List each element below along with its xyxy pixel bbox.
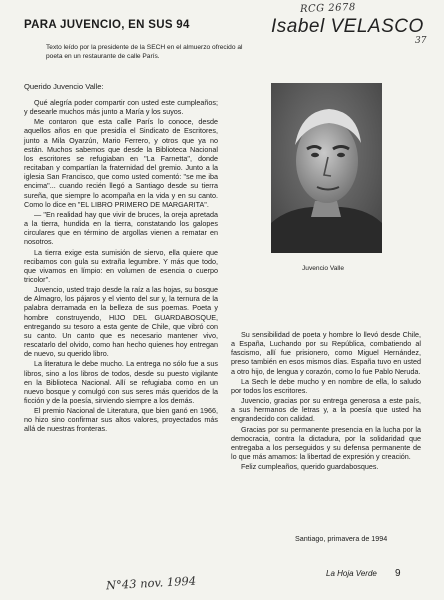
page-number: 9 — [395, 568, 401, 579]
intro-note: Texto leído por la presidente de la SECH en el almuerzo ofrecido al poeta en un restaurante de calle París. — [46, 44, 243, 60]
photo-caption: Juvencio Valle — [302, 265, 345, 272]
archive-call-number: RCG 2678 — [299, 2, 356, 15]
author-name: Isabel VELASCO — [271, 16, 424, 37]
paragraph: La tierra exige esta sumisión de siervo, ella quiere que recibamos con gula su extraña legumbre. Y más que todo, que vivamos en límpio: en volumen de esencia o cuerpo tricolor". — [24, 247, 218, 284]
paragraph: Juvencio, usted trajo desde la raíz a las hojas, su bosque de Almagro, los pájaros y el viento del sur y, la ternura de la palabra derramada en la belleza de sus poemas. Poeta y hombre construyendo, HIJO DEL GUARDABOSQUE, entregando su tesoro a esta gente de Chile, que vibró con su canto. Un canto que es necesario mantener vivo, rescatarlo del olvido, como han hecho quienes hoy entregan de nuevo, su querido libro. — [24, 285, 218, 359]
left-column — [24, 98, 218, 435]
paragraph: Juvencio, gracias por su entrega generosa a este país, a sus hermanos de letras y, a la poesía que usted ha engrandecido con calidad. — [231, 396, 421, 424]
paragraph: Su sensibilidad de poeta y hombre lo llevó desde Chile, a España, Luchando por su República, combatiendo al fascismo, allí fue prisionero, como Miguel Hernández, preso también en esos mismos días. España tuvo en usted a otro hijo, de lengua y corazón, como lo fue Pablo Neruda. — [231, 330, 421, 376]
paragraph: Me contaron que esta calle París lo conoce, desde aquellos años en que presidía el Sindicato de Escritores, junto a Mila Oyarzún, Mario Ferrero, y otros que ya no están. Muchos sabemos que desde la Biblioteca Nacional los escritores se refugiaban en "La Farnetta", donde recitaban y compartían la fraternidad del gremio. Junto a la iglesia San Francisco, que como usted comentó: "se me iba encima"... cuando recién llegó a Santiago desde su tierra sureña, que siempre lo acompaña en la vida y en su canto. Como lo dice en "EL LIBRO PRIMERO DE MARGARITA". — [24, 117, 218, 209]
paragraph: — "En realidad hay que vivir de bruces, la oreja apretada a la tierra, hundida en la tierra, constatando los galopes circulares que en término de argollas vienen a rematar en nosotros. — [24, 209, 218, 247]
paragraph: La Sech le debe mucho y en nombre de ella, lo saludo por todos los escritores. — [231, 376, 421, 395]
article-heading: PARA JUVENCIO, EN SUS 94 — [24, 19, 190, 31]
magazine-name: La Hoja Verde — [326, 569, 377, 578]
portrait-photo — [271, 83, 382, 253]
paragraph: Qué alegría poder compartir con usted este cumpleaños; y desearle muchos más junto a María y los suyos. — [24, 98, 218, 117]
paragraph: La literatura le debe mucho. La entrega no sólo fue a sus libros, sino a los libros de todos, desde su puesto vigilante en la Biblioteca Nacional. Allí se refugiaba como en un nuevo bosque y comulgó con sus seres más queridos de la ficción y de la poesía, sirviendo siempre a los demás. — [24, 359, 218, 405]
sign-off: Santiago, primavera de 1994 — [295, 534, 388, 543]
paragraph: El premio Nacional de Literatura, que bien ganó en 1966, no hizo sino confirmar sus altos valores, proyectados más allá de nuestras fronteras. — [24, 406, 218, 434]
closing-line: Feliz cumpleaños, querido guardabosques. — [241, 462, 379, 472]
handwritten-issue-note: N°43 nov. 1994 — [105, 573, 197, 593]
portrait-illustration — [271, 83, 382, 253]
handwritten-page-number: 37 — [415, 36, 427, 46]
paragraph: Gracias por su permanente presencia en la lucha por la democracia, contra la dictadura, por la solidaridad que entregaba a los perseguidos y su defensa permanente de lo que más amamos: la libertad de expresión y creación. — [231, 424, 421, 462]
right-column — [231, 330, 421, 471]
salutation: Querido Juvencio Valle: — [24, 82, 104, 91]
